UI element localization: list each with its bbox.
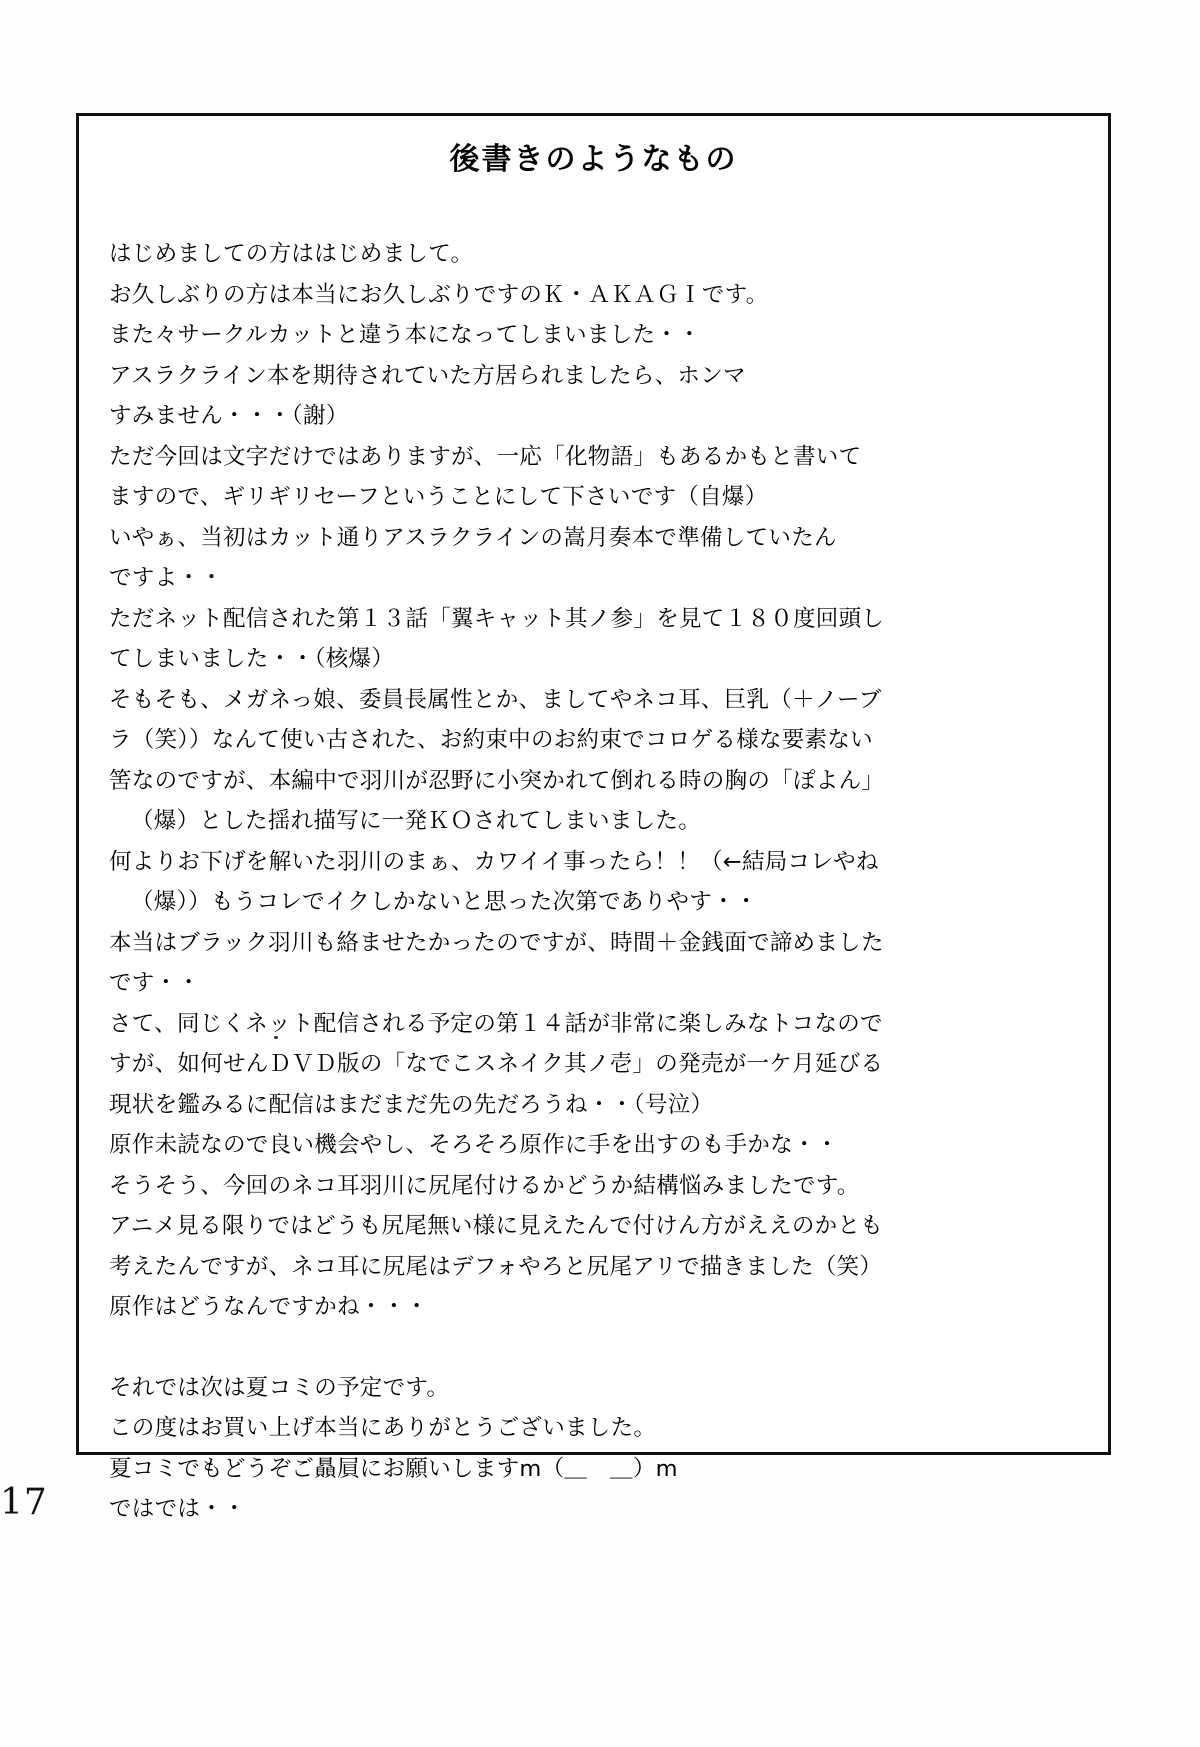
afterword-line: ただ今回は文字だけではありますが、一応「化物語」もあるかもと書いて: [109, 443, 862, 470]
afterword-line: です・・: [109, 970, 201, 996]
afterword-line: さて、同じくネット配信される予定の第１４話が非常に楽しみなトコなので: [109, 1010, 883, 1037]
afterword-line: お久しぶりの方は本当にお久しぶりですのＫ・ＡＫＡＧＩです。: [109, 281, 769, 308]
afterword-closing-line: この度はお買い上げ本当にありがとうございました。: [109, 1415, 657, 1441]
afterword-line: てしまいました・・（核爆）: [109, 646, 395, 672]
afterword-closing-line: ではでは・・: [109, 1496, 246, 1522]
afterword-line: いやぁ、当初はカット通りアスラクラインの嵩月奏本で準備していたん: [109, 524, 837, 551]
paragraph-spacer: [109, 1328, 1078, 1368]
page-number: 17: [0, 1482, 48, 1523]
afterword-box: [76, 113, 1111, 1522]
afterword-title: 後書きのようなもの: [449, 142, 738, 177]
afterword-body: [109, 234, 1078, 1530]
afterword-line: 現状を鑑みるに配信はまだまだ先の先だろうね・・（号泣）: [109, 1091, 714, 1118]
afterword-line: （爆）とした揺れ描写に一発ＫＯされてしまいました。: [131, 808, 702, 834]
afterword-line: 原作はどうなんですかね・・・: [109, 1294, 429, 1320]
afterword-line: ですよ・・: [109, 565, 224, 591]
afterword-line: はじめましての方ははじめまして。: [109, 241, 474, 267]
afterword-line: また々サークルカットと違う本になってしまいました・・: [109, 322, 701, 348]
afterword-line: アスラクライン本を期待されていた方居られましたら、ホンマ: [109, 362, 746, 389]
afterword-line: 本当はブラック羽川も絡ませたかったのですが、時間＋金銭面で諦めました: [109, 929, 884, 956]
afterword-closing-line: それでは次は夏コミの予定です。: [109, 1374, 450, 1401]
afterword-line: すみません・・・（謝）: [109, 403, 349, 429]
afterword-line: そもそも、メガネっ娘、委員長属性とか、ましてやネコ耳、巨乳（＋ノーブ: [109, 686, 882, 713]
afterword-line: ますので、ギリギリセーフということにして下さいです（自爆）: [109, 484, 768, 510]
afterword-line: そうそう、今回のネコ耳羽川に尻尾付けるかどうか結構悩みましたです。: [109, 1172, 860, 1199]
afterword-line: 何よりお下げを解いた羽川のまぁ、カワイイ事ったら！！（←結局コレやね: [109, 848, 879, 875]
afterword-line: 筈なのですが、本編中で羽川が忍野に小突かれて倒れる時の胸の「ぽよん」: [109, 767, 885, 794]
afterword-line: ラ（笑））なんて使い古された、お約束中のお約束でコロゲる様な要素ない: [109, 727, 873, 753]
afterword-line: アニメ見る限りではどうも尻尾無い様に見えたんで付けん方がええのかとも: [109, 1213, 884, 1239]
afterword-line: 原作未読なので良い機会やし、そろそろ原作に手を出すのも手かな・・: [109, 1132, 839, 1158]
afterword-closing-line: 夏コミでもどうぞご贔屓にお願いしますm（＿ ＿）m: [109, 1455, 678, 1482]
afterword-line: 考えたんですが、ネコ耳に尻尾はデフォやろと尻尾アリで描きました（笑）: [109, 1253, 883, 1280]
afterword-line: ただネット配信された第１３話「翼キャット其ノ参」を見て１８０度回頭し: [109, 605, 885, 632]
afterword-line: （爆））もうコレでイクしかないと思った次第でありやす・・: [131, 889, 758, 915]
scan-speck: [274, 1036, 278, 1039]
afterword-line: すが、如何せんＤＶＤ版の「なでこスネイク其ノ壱」の発売が一ケ月延びる: [109, 1051, 884, 1077]
